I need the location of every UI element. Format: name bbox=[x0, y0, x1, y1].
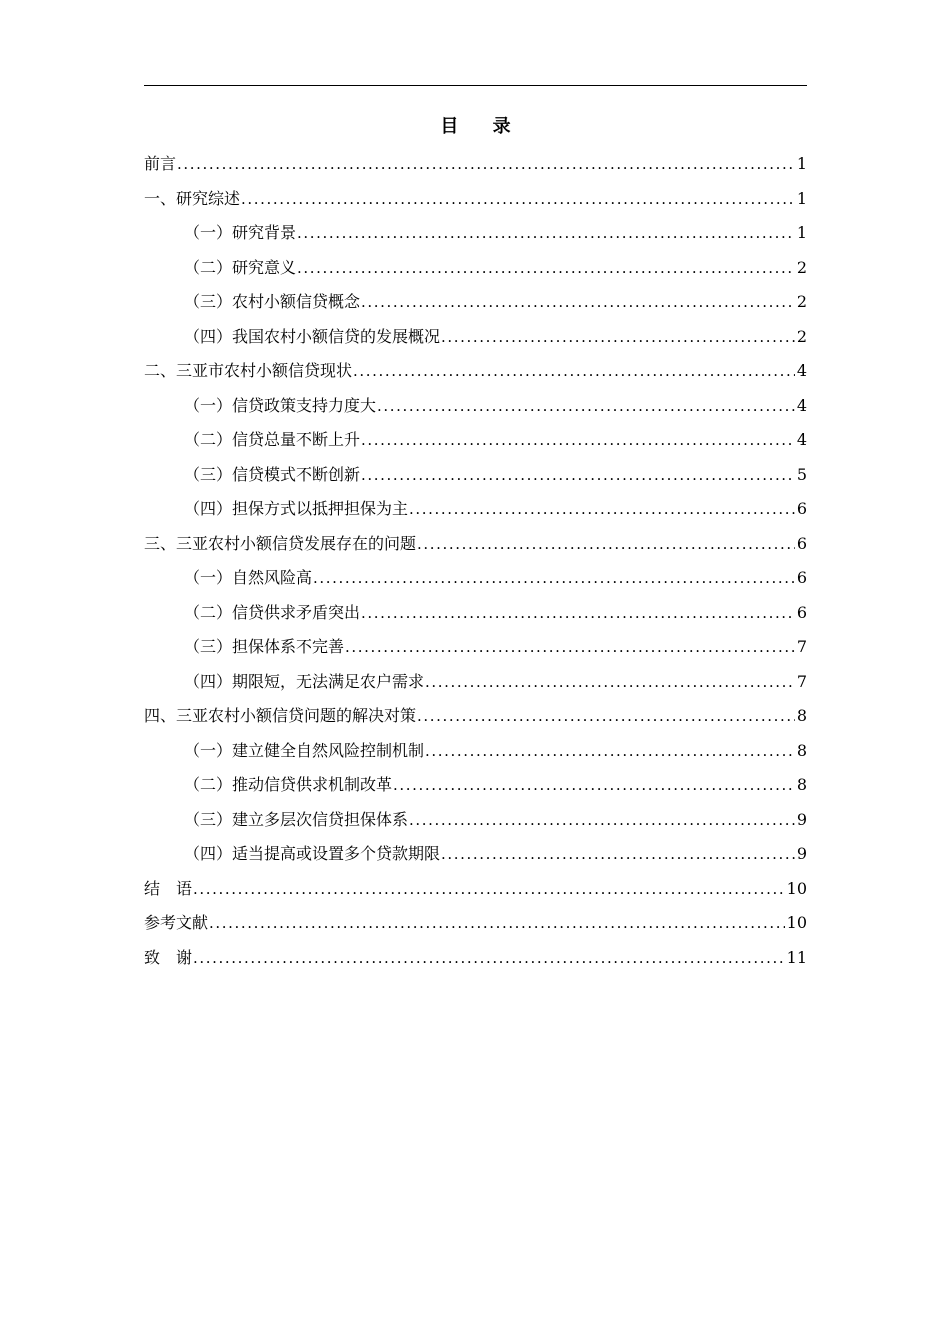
toc-dot-leader bbox=[361, 596, 795, 631]
toc-entry-text: （一）建立健全自然风险控制机制 bbox=[184, 740, 425, 760]
toc-dot-leader bbox=[409, 803, 795, 838]
toc-entry-page-number: 5 bbox=[796, 464, 807, 484]
toc-entry[interactable] bbox=[144, 389, 807, 424]
toc-entry[interactable] bbox=[144, 699, 807, 734]
toc-dot-leader bbox=[241, 182, 795, 217]
toc-entry-page-number: 1 bbox=[796, 154, 807, 173]
toc-entry-text: （三）信贷模式不断创新 bbox=[184, 464, 361, 484]
toc-dot-leader bbox=[297, 216, 795, 251]
toc-entry-page-number: 9 bbox=[796, 844, 807, 863]
toc-entry[interactable] bbox=[144, 768, 807, 803]
toc-entry-text: （三）建立多层次信贷担保体系 bbox=[184, 809, 409, 829]
toc-entry[interactable] bbox=[144, 630, 807, 665]
toc-dot-leader bbox=[297, 251, 795, 286]
toc-dot-leader bbox=[393, 768, 795, 803]
toc-dot-leader bbox=[193, 941, 785, 976]
toc-entry-text: 三、三亚农村小额信贷发展存在的问题 bbox=[144, 533, 417, 553]
toc-dot-leader bbox=[209, 906, 785, 941]
toc-entry[interactable] bbox=[144, 906, 807, 941]
toc-entry[interactable] bbox=[144, 458, 807, 493]
toc-entry-text: 结 语 bbox=[144, 878, 193, 898]
toc-entry-text: （一）研究背景 bbox=[184, 223, 297, 242]
toc-entry-text: （四）适当提高或设置多个贷款期限 bbox=[184, 844, 441, 863]
toc-dot-leader bbox=[377, 389, 795, 424]
toc-entry[interactable] bbox=[144, 354, 807, 389]
toc-entry-page-number: 11 bbox=[786, 947, 807, 967]
toc-dot-leader bbox=[441, 837, 795, 872]
toc-dot-leader bbox=[417, 527, 795, 562]
toc-dot-leader bbox=[425, 665, 795, 700]
toc-entry-text: （二）信贷供求矛盾突出 bbox=[184, 602, 361, 622]
toc-entry[interactable] bbox=[144, 665, 807, 700]
header-rule bbox=[144, 85, 807, 86]
toc-entry-text: （四）期限短，无法满足农户需求 bbox=[184, 671, 425, 691]
toc-entry-text: （二）信贷总量不断上升 bbox=[184, 430, 361, 449]
toc-entry-text: （四）我国农村小额信贷的发展概况 bbox=[184, 326, 441, 346]
toc-entry-page-number: 6 bbox=[796, 602, 807, 622]
toc-dot-leader bbox=[177, 147, 795, 182]
toc-entry-text: （一）信贷政策支持力度大 bbox=[184, 395, 377, 415]
toc-entry-text: （四）担保方式以抵押担保为主 bbox=[184, 499, 409, 518]
toc-entry-text: 二、三亚市农村小额信贷现状 bbox=[144, 361, 353, 380]
toc-entry[interactable] bbox=[144, 320, 807, 355]
toc-entry-page-number: 8 bbox=[796, 706, 807, 725]
toc-entry-page-number: 2 bbox=[796, 257, 807, 277]
toc-entry-text: （三）农村小额信贷概念 bbox=[184, 292, 361, 311]
toc-entry[interactable] bbox=[144, 803, 807, 838]
toc-entry-text: （一）自然风险高 bbox=[184, 568, 313, 587]
toc-dot-leader bbox=[313, 561, 795, 596]
toc-entry[interactable] bbox=[144, 872, 807, 907]
toc-entry-page-number: 4 bbox=[796, 361, 807, 380]
toc-entry-page-number: 6 bbox=[796, 533, 807, 553]
toc-entry-page-number: 2 bbox=[796, 326, 807, 346]
toc-entry[interactable] bbox=[144, 285, 807, 320]
toc-dot-leader bbox=[441, 320, 795, 355]
toc-list bbox=[144, 147, 807, 975]
toc-entry-text: （二）推动信贷供求机制改革 bbox=[184, 775, 393, 794]
toc-entry-text: 致 谢 bbox=[144, 947, 193, 967]
toc-entry-page-number: 7 bbox=[796, 637, 807, 656]
toc-entry[interactable] bbox=[144, 251, 807, 286]
toc-dot-leader bbox=[361, 458, 795, 493]
toc-entry-text: （二）研究意义 bbox=[184, 257, 297, 277]
toc-dot-leader bbox=[361, 285, 795, 320]
toc-entry-page-number: 1 bbox=[796, 188, 807, 208]
toc-entry-page-number: 8 bbox=[796, 775, 807, 794]
toc-entry-text: 四、三亚农村小额信贷问题的解决对策 bbox=[144, 706, 417, 725]
toc-entry-page-number: 8 bbox=[796, 740, 807, 760]
toc-entry-text: 前言 bbox=[144, 154, 177, 173]
toc-entry-page-number: 4 bbox=[796, 430, 807, 449]
toc-entry[interactable] bbox=[144, 527, 807, 562]
toc-dot-leader bbox=[345, 630, 795, 665]
toc-entry[interactable] bbox=[144, 837, 807, 872]
toc-entry[interactable] bbox=[144, 734, 807, 769]
toc-dot-leader bbox=[193, 872, 785, 907]
toc-title: 目 录 bbox=[440, 116, 525, 137]
toc-entry[interactable] bbox=[144, 147, 807, 182]
toc-entry-text: 参考文献 bbox=[144, 913, 209, 932]
toc-entry-page-number: 9 bbox=[796, 809, 807, 829]
toc-entry[interactable] bbox=[144, 423, 807, 458]
toc-entry[interactable] bbox=[144, 216, 807, 251]
toc-dot-leader bbox=[409, 492, 795, 527]
toc-entry-text: （三）担保体系不完善 bbox=[184, 637, 345, 656]
toc-entry-text: 一、研究综述 bbox=[144, 188, 241, 208]
toc-dot-leader bbox=[417, 699, 795, 734]
toc-dot-leader bbox=[353, 354, 795, 389]
toc-entry[interactable] bbox=[144, 561, 807, 596]
toc-entry[interactable] bbox=[144, 596, 807, 631]
toc-entry-page-number: 4 bbox=[796, 395, 807, 415]
toc-dot-leader bbox=[361, 423, 795, 458]
toc-entry-page-number: 10 bbox=[786, 913, 807, 932]
toc-entry[interactable] bbox=[144, 492, 807, 527]
toc-entry-page-number: 6 bbox=[796, 568, 807, 587]
toc-entry-page-number: 1 bbox=[796, 223, 807, 242]
toc-dot-leader bbox=[425, 734, 795, 769]
toc-entry-page-number: 10 bbox=[786, 878, 807, 898]
toc-entry-page-number: 7 bbox=[796, 671, 807, 691]
toc-entry-page-number: 2 bbox=[796, 292, 807, 311]
toc-entry[interactable] bbox=[144, 941, 807, 976]
toc-entry[interactable] bbox=[144, 182, 807, 217]
toc-entry-page-number: 6 bbox=[796, 499, 807, 518]
